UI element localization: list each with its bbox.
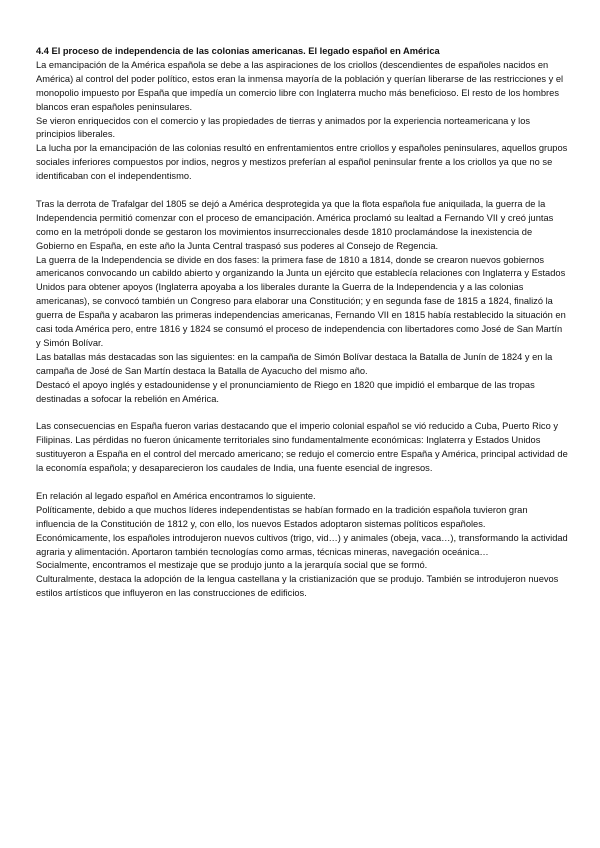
document-page [36,45,568,601]
legacy-paragraph: Culturalmente, destaca la adopción de la lengua castellana y la cristianización que se produjo. También se introdujeron nuevos estilos artísticos que influyeron en las construcciones de edificios. [36,574,559,599]
legacy-paragraph: Políticamente, debido a que muchos líderes independentistas se habían formado en la tradición española tuvieron gran influencia de la Constitución de 1812 y, con ello, los nuevos Estados adoptaron sistemas políticos españoles. [36,504,528,529]
war-paragraph: Tras la derrota de Trafalgar del 1805 se dejó a América desprotegida ya que la flota española fue aniquilada, la guerra de la Independencia permitió comenzar con el proceso de emancipación. América proclamó su lealtad a Fernando VII y creó juntas como en la metrópoli donde se gestaron los movimientos insurreccionales desde 1810 proclamándose la inexistencia de Gobierno en España, en este año la Junta Central traspasó sus poderes al Consejo de Regencia. [36,198,554,251]
war-paragraph: La guerra de la Independencia se divide en dos fases: la primera fase de 1810 a 1814, donde se crearon nuevos gobiernos americanos convocando un cabildo abierto y organizando la Junta un ejército que establecía relaciones con Inglaterra y Estados Unidos para obtener apoyos (Inglaterra apoyaba a los liberales durante la Guerra de la Independencia y a las colonias americanas), se convocó también un Congreso para elaborar una Constitución; y en segunda fase de 1815 a 1824, finalizó la guerra de España y acabaron las primeras independencias americanas, Fernando VII en 1815 había restablecido la situación en casi toda América pero, entre 1816 y 1824 se consumó el proceso de independencia con libertadores como José de San Martín y Simón Bolívar. [36,254,566,349]
paragraph-gap [36,407,568,421]
paragraph-gap [36,184,568,198]
war-paragraph: Las batallas más destacadas son las siguientes: en la campaña de Simón Bolívar destaca la Batalla de Junín de 1824 y en la campaña de José de San Martín destaca la Batalla de Ayacucho del mismo año. [36,351,553,376]
legacy-paragraph: Socialmente, encontramos el mestizaje que se produjo junto a la jerarquía social que se formó. [36,560,428,571]
paragraph-gap [36,476,568,490]
intro-paragraph: La lucha por la emancipación de las colonias resultó en enfrentamientos entre criollos y españoles peninsulares, aquellos grupos sociales inferiores compuestos por indios, negros y mestizos preferían al español peninsular frente a los criollos ya que no se identificaban con el independentismo. [36,143,568,182]
intro-paragraph: Se vieron enriquecidos con el comercio y las propiedades de tierras y animados por la experiencia norteamericana y los principios liberales. [36,115,531,140]
consequences-paragraph: Las consecuencias en España fueron varias destacando que el imperio colonial español se vió reducido a Cuba, Puerto Rico y Filipinas. Las pérdidas no fueron únicamente territoriales sino fundamentalmente económicas: Inglaterra y Estados Unidos sustituyeron a España en el control del mercado americano; se redujo el comercio entre España y América, principal actividad de la economía española; y desaparecieron los caudales de India, una fuente esencial de ingresos. [36,421,568,474]
section-title: 4.4 El proceso de independencia de las colonias americanas. El legado español en América [36,46,440,56]
war-paragraph: Destacó el apoyo inglés y estadounidense y el pronunciamiento de Riego en 1820 que impidió el embarque de las tropas destinadas a sofocar la rebelión en América. [36,379,535,404]
intro-paragraph: La emancipación de la América española se debe a las aspiraciones de los criollos (descendientes de españoles nacidos en América) al control del poder político, estos eran la inmensa mayoría de la población y querían liberarse de las restricciones y el monopolio impuesto por España que impedía un comercio libre con Inglaterra mucho más beneficioso. El resto de los hombres blancos eran españoles peninsulares. [36,59,564,112]
legacy-paragraph: Económicamente, los españoles introdujeron nuevos cultivos (trigo, vid…) y animales (obeja, vaca…), transformando la actividad agraria y alimentación. Aportaron también tecnologías como armas, técnicas mineras, navegación oceánica… [36,532,568,557]
legacy-paragraph: En relación al legado español en América encontramos lo siguiente. [36,490,316,501]
